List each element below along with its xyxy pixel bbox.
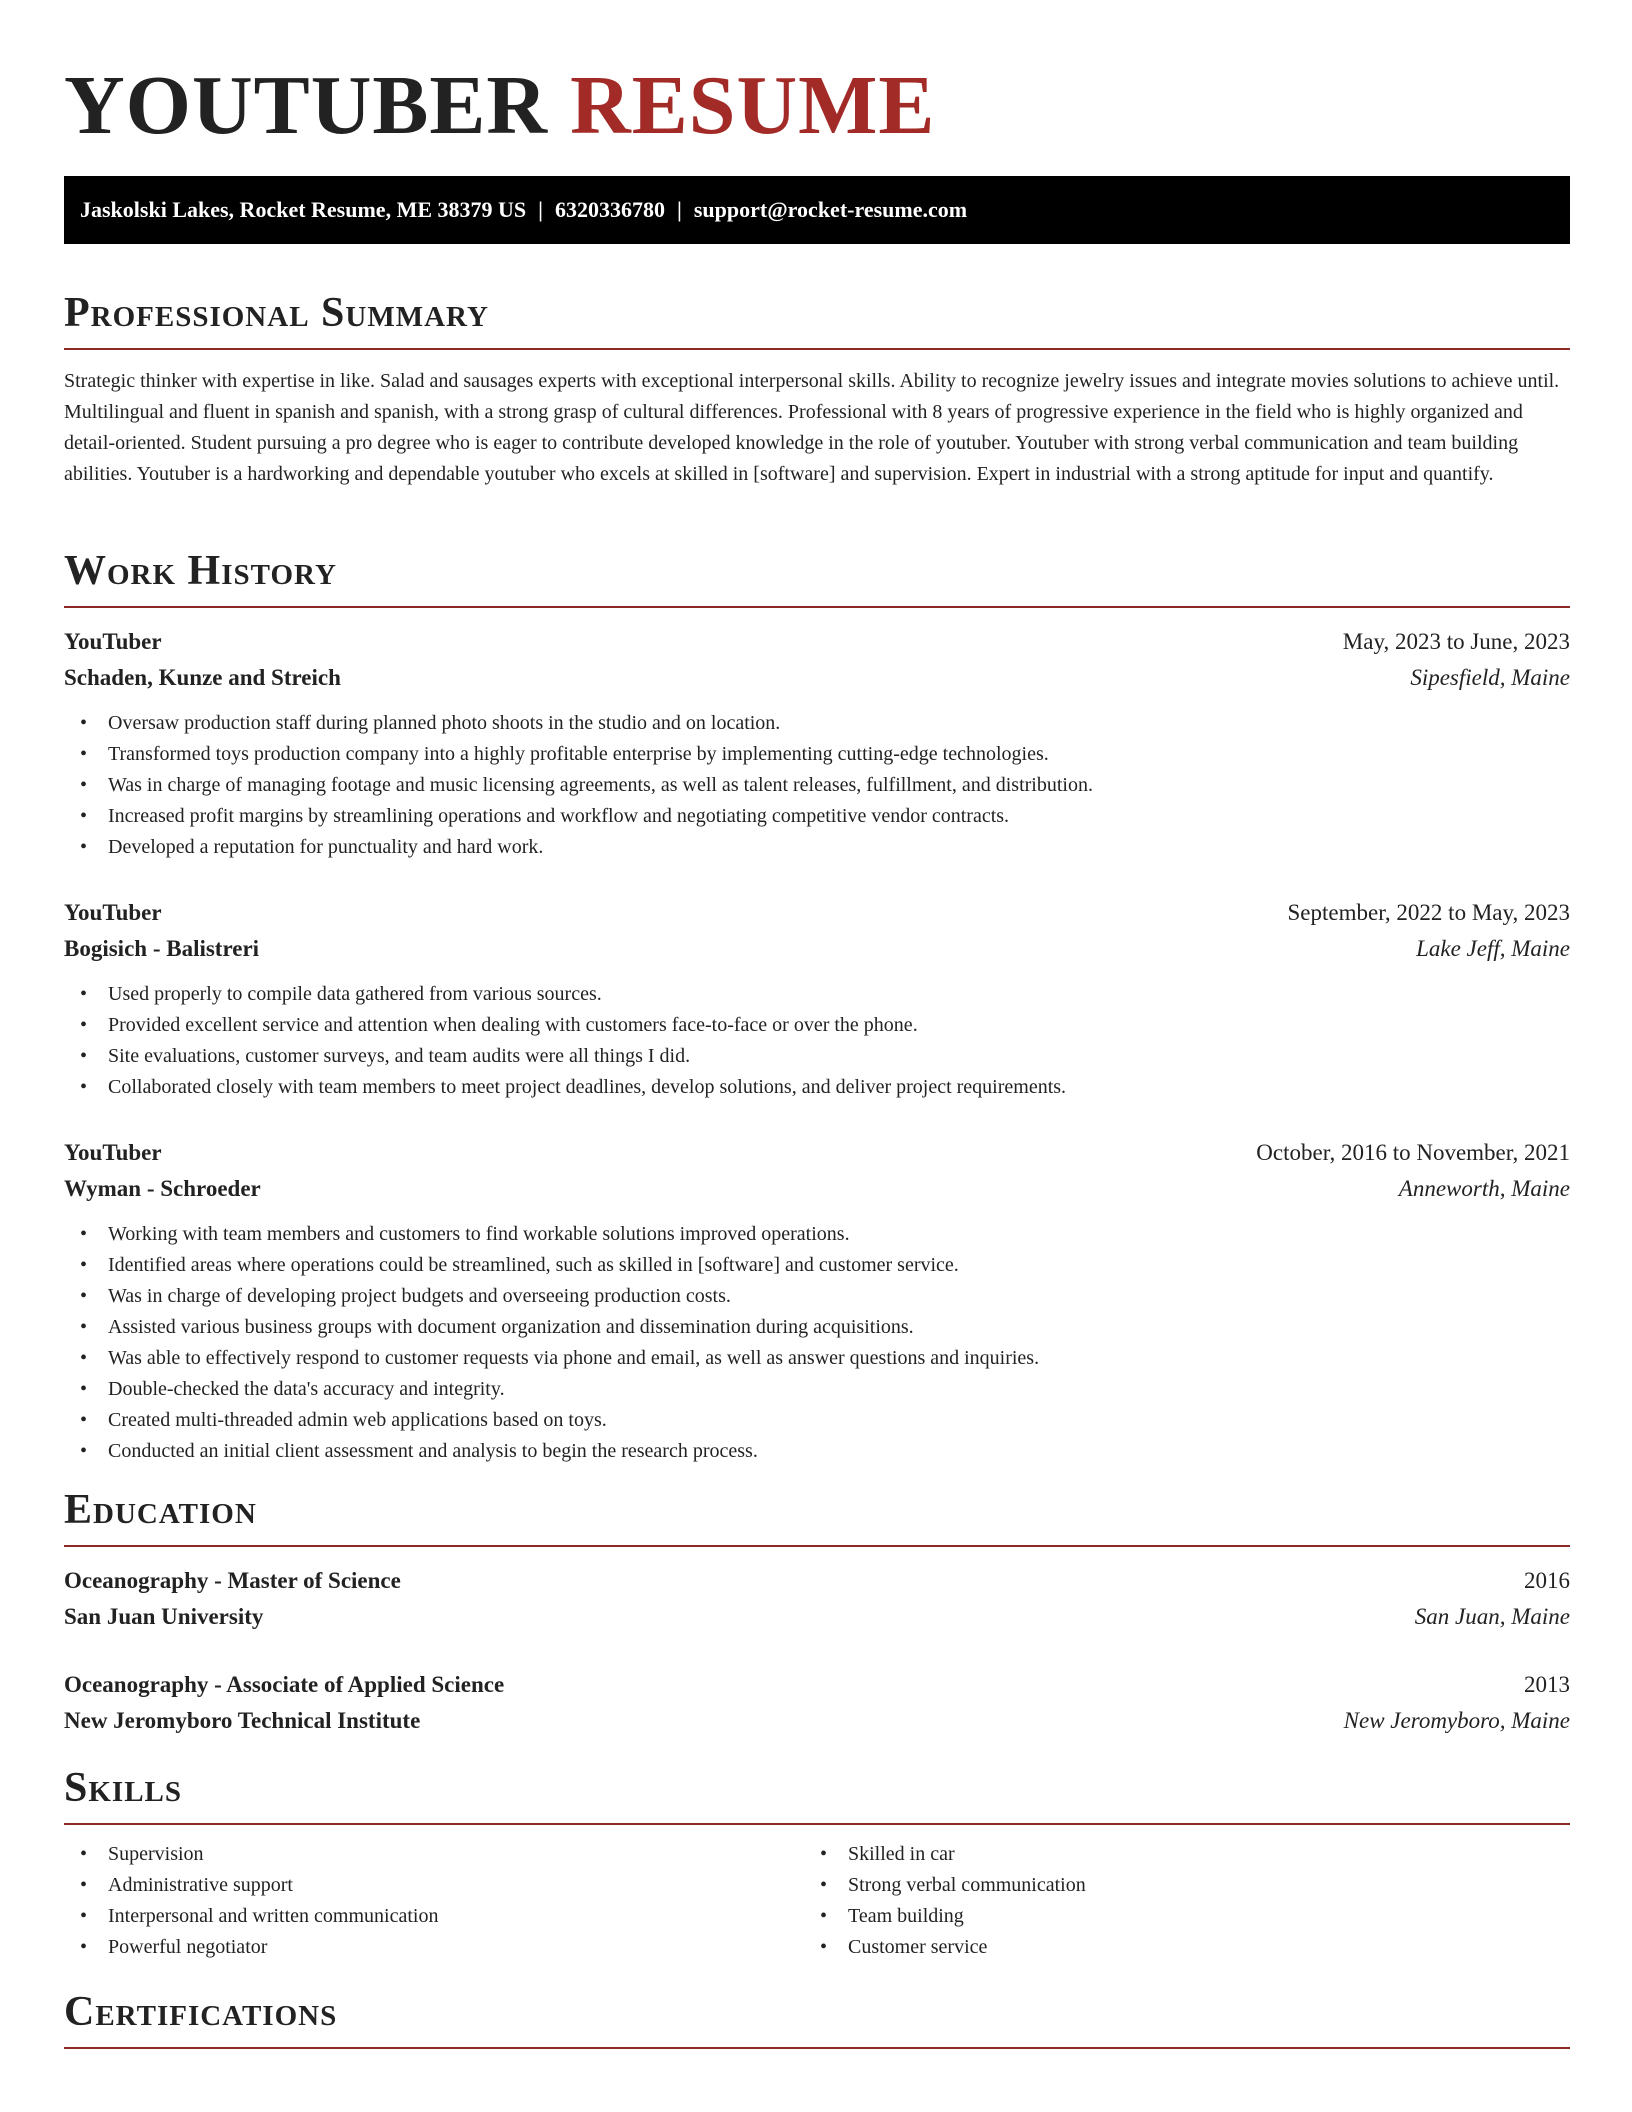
skills-columns (64, 1839, 1570, 1963)
skill-item: • Powerful negotiator (64, 1932, 804, 1963)
skill-item: • Supervision (64, 1839, 804, 1870)
title-part-2: RESUME (570, 59, 936, 152)
job-location: Lake Jeff, Maine (1416, 936, 1570, 961)
job-header-row (64, 624, 1570, 660)
contact-email: support@rocket-resume.com (693, 197, 968, 222)
list-item: • Was able to effectively respond to customer requests via phone and email, as well as answer questions and inquiries. (64, 1343, 1570, 1374)
skill-item: • Customer service (804, 1932, 1544, 1963)
list-item: • Was in charge of managing footage and music licensing agreements, as well as talent releases, fulfillment, and distribution. (64, 770, 1570, 801)
education-entry (64, 1667, 1570, 1739)
education-degree: Oceanography - Associate of Applied Science (64, 1672, 505, 1697)
skill-item: • Strong verbal communication (804, 1870, 1544, 1901)
job-bullets (64, 708, 1570, 863)
skill-item: • Interpersonal and written communication (64, 1901, 804, 1932)
list-item: • Site evaluations, customer surveys, and team audits were all things I did. (64, 1041, 1570, 1072)
job-header-row (64, 895, 1570, 931)
list-item: • Working with team members and customers to find workable solutions improved operations. (64, 1219, 1570, 1250)
job-dates: September, 2022 to May, 2023 (1287, 900, 1570, 925)
job-title: YouTuber (64, 900, 162, 925)
job-company-row (64, 660, 1570, 696)
list-item: • Collaborated closely with team members to meet project deadlines, develop solutions, and deliver project requirements. (64, 1072, 1570, 1103)
summary-text: Strategic thinker with expertise in like. Salad and sausages experts with exceptional interpersonal skills. Ability to recognize jewelry issues and integrate movies solutions to achieve until. Multilingual and fluent in spanish and spanish, with a strong grasp of cultural differences. Professional with 8 years of progressive experience in the field who is highly organized and detail-oriented. Student pursuing a pro degree who is eager to contribute developed knowledge in the role of youtuber. Youtuber with strong verbal communication and team building abilities. Youtuber is a hardworking and dependable youtuber who excels at skilled in [software] and supervision. Expert in industrial with a strong aptitude for input and quantify. (64, 370, 1560, 485)
list-item: • Conducted an initial client assessment and analysis to begin the research process. (64, 1436, 1570, 1467)
section-heading-work: Work History (64, 544, 1570, 608)
title-part-1: YOUTUBER (64, 59, 549, 152)
section-heading-certifications: Certifications (64, 1985, 1570, 2049)
resume-title (64, 0, 1570, 176)
section-heading-summary: Professional Summary (64, 286, 1570, 350)
job-company: Bogisich - Balistreri (64, 936, 260, 961)
job-bullets (64, 1219, 1570, 1467)
job-title: YouTuber (64, 1140, 162, 1165)
section-heading-skills: Skills (64, 1761, 1570, 1825)
job-entry (64, 1135, 1570, 1467)
education-degree: Oceanography - Master of Science (64, 1568, 401, 1593)
contact-separator: | (538, 197, 543, 222)
education-school-row (64, 1599, 1570, 1635)
education-school: New Jeromyboro Technical Institute (64, 1708, 421, 1733)
job-header-row (64, 1135, 1570, 1171)
education-year: 2016 (1524, 1568, 1570, 1593)
skill-item: • Skilled in car (804, 1839, 1544, 1870)
job-dates: May, 2023 to June, 2023 (1342, 629, 1570, 654)
job-company: Wyman - Schroeder (64, 1176, 261, 1201)
job-location: Anneworth, Maine (1398, 1176, 1570, 1201)
list-item: • Identified areas where operations could be streamlined, such as skilled in [software] and customer service. (64, 1250, 1570, 1281)
contact-bar (64, 176, 1570, 244)
job-company-row (64, 1171, 1570, 1207)
section-heading-education: Education (64, 1483, 1570, 1547)
education-school-row (64, 1703, 1570, 1739)
skill-item: • Team building (804, 1901, 1544, 1932)
job-entry (64, 895, 1570, 1103)
list-item: • Transformed toys production company into a highly profitable enterprise by implementing cutting-edge technologies. (64, 739, 1570, 770)
list-item: • Used properly to compile data gathered from various sources. (64, 979, 1570, 1010)
list-item: • Developed a reputation for punctuality and hard work. (64, 832, 1570, 863)
job-title: YouTuber (64, 629, 162, 654)
job-company: Schaden, Kunze and Streich (64, 665, 341, 690)
job-entry (64, 624, 1570, 863)
job-company-row (64, 931, 1570, 967)
list-item: • Double-checked the data's accuracy and integrity. (64, 1374, 1570, 1405)
education-location: San Juan, Maine (1414, 1604, 1570, 1629)
list-item: • Oversaw production staff during planned photo shoots in the studio and on location. (64, 708, 1570, 739)
education-location: New Jeromyboro, Maine (1343, 1708, 1570, 1733)
education-degree-row (64, 1563, 1570, 1599)
contact-address: Jaskolski Lakes, Rocket Resume, ME 38379 US (80, 197, 527, 222)
education-entry (64, 1563, 1570, 1635)
list-item: • Created multi-threaded admin web applications based on toys. (64, 1405, 1570, 1436)
list-item: • Assisted various business groups with document organization and dissemination during acquisitions. (64, 1312, 1570, 1343)
contact-separator: | (677, 197, 682, 222)
education-year: 2013 (1524, 1672, 1570, 1697)
list-item: • Provided excellent service and attention when dealing with customers face-to-face or over the phone. (64, 1010, 1570, 1041)
skill-item: • Administrative support (64, 1870, 804, 1901)
contact-phone: 6320336780 (555, 197, 665, 222)
list-item: • Was in charge of developing project budgets and overseeing production costs. (64, 1281, 1570, 1312)
job-bullets (64, 979, 1570, 1103)
skills-list-left (64, 1839, 804, 1963)
list-item: • Increased profit margins by streamlining operations and workflow and negotiating competitive vendor contracts. (64, 801, 1570, 832)
education-school: San Juan University (64, 1604, 264, 1629)
education-degree-row (64, 1667, 1570, 1703)
job-location: Sipesfield, Maine (1410, 665, 1570, 690)
skills-list-right (804, 1839, 1544, 1963)
resume-page (64, 0, 1570, 2049)
job-dates: October, 2016 to November, 2021 (1256, 1140, 1570, 1165)
